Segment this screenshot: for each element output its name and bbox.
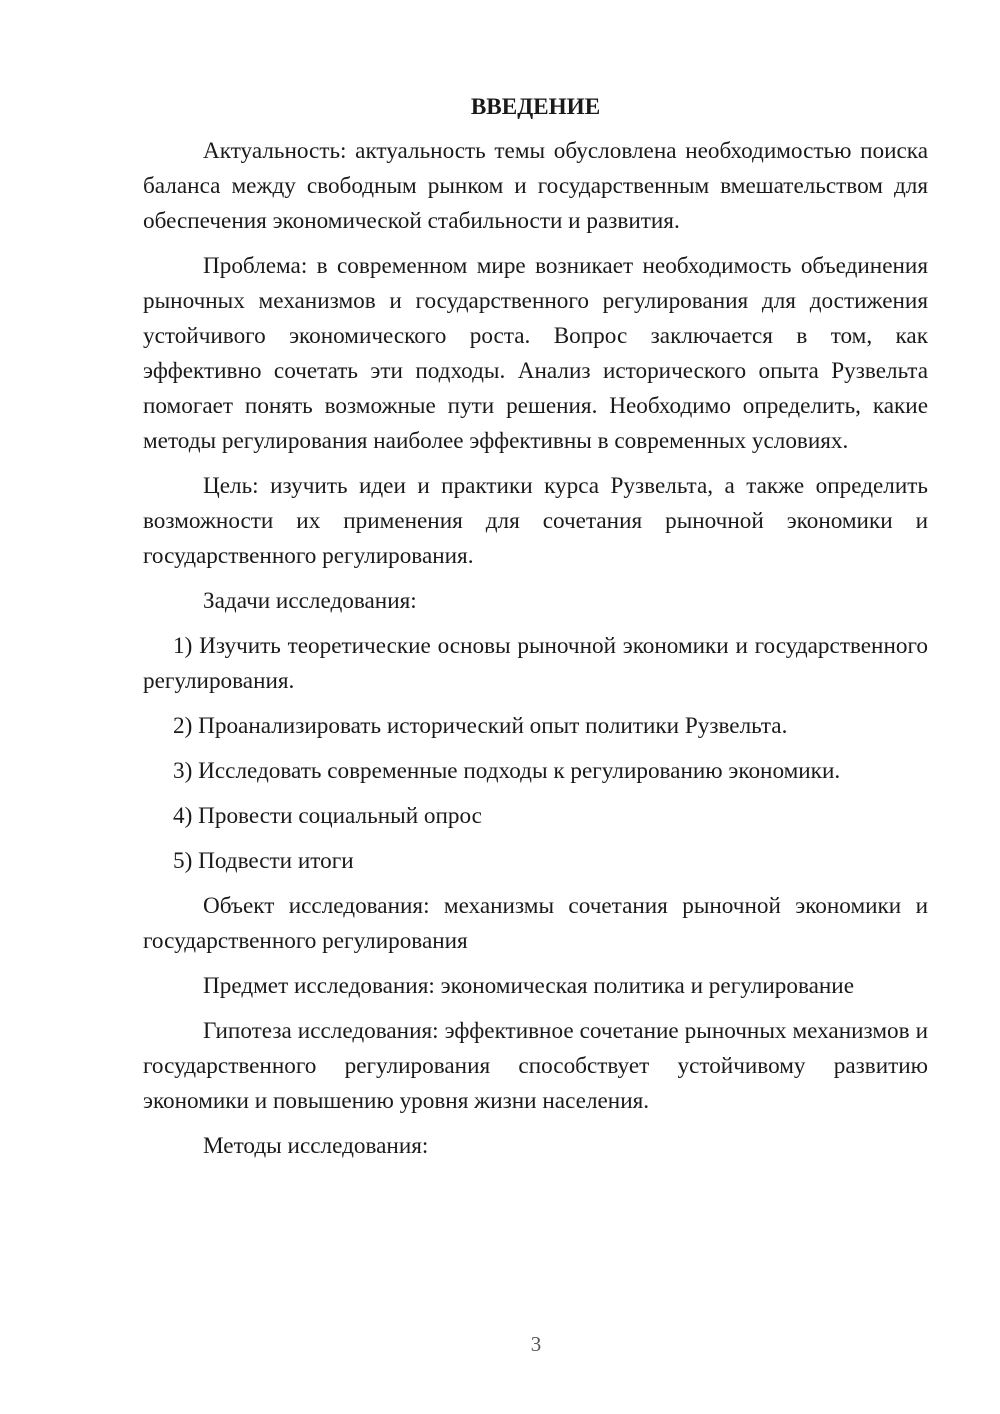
- hypothesis-paragraph: Гипотеза исследования: эффективное сочетание рыночных механизмов и государственного регулирования способствует устойчивому развитию экономики и повышению уровня жизни населения.: [143, 1018, 928, 1114]
- list-item: 4) Провести социальный опрос: [173, 803, 482, 829]
- tasks-heading: Задачи исследования:: [203, 588, 417, 614]
- page-number: 3: [530, 1332, 542, 1356]
- page-title: ВВЕДЕНИЕ: [470, 94, 601, 120]
- list-item: 2) Проанализировать исторический опыт политики Рузвельта.: [173, 713, 788, 739]
- relevance-paragraph: Актуальность: актуальность темы обусловлена необходимостью поиска баланса между свободным рынком и государственным вмешательством для обеспечения экономической стабильности и развития.: [143, 138, 928, 234]
- goal-paragraph: Цель: изучить идеи и практики курса Рузвельта, а также определить возможности их применения для сочетания рыночной экономики и государственного регулирования.: [143, 473, 928, 569]
- problem-paragraph: Проблема: в современном мире возникает необходимость объединения рыночных механизмов и государственного регулирования для достижения устойчивого экономического роста. Вопрос заключается в том, как эффективно сочетать эти подходы. Анализ исторического опыта Рузвельта помогает понять возможные пути решения. Необходимо определить, какие методы регулирования наиболее эффективны в современных условиях.: [143, 253, 928, 454]
- document-page: [143, 90, 928, 1174]
- subject-paragraph: Предмет исследования: экономическая политика и регулирование: [203, 973, 854, 999]
- object-paragraph: Объект исследования: механизмы сочетания рыночной экономики и государственного регулирования: [143, 893, 928, 954]
- list-item: 5) Подвести итоги: [173, 848, 354, 874]
- methods-heading: Методы исследования:: [203, 1133, 429, 1159]
- list-item: 1) Изучить теоретические основы рыночной экономики и государственного регулирования.: [143, 633, 928, 694]
- tasks-list: [143, 629, 928, 879]
- list-item: 3) Исследовать современные подходы к регулированию экономики.: [173, 758, 841, 784]
